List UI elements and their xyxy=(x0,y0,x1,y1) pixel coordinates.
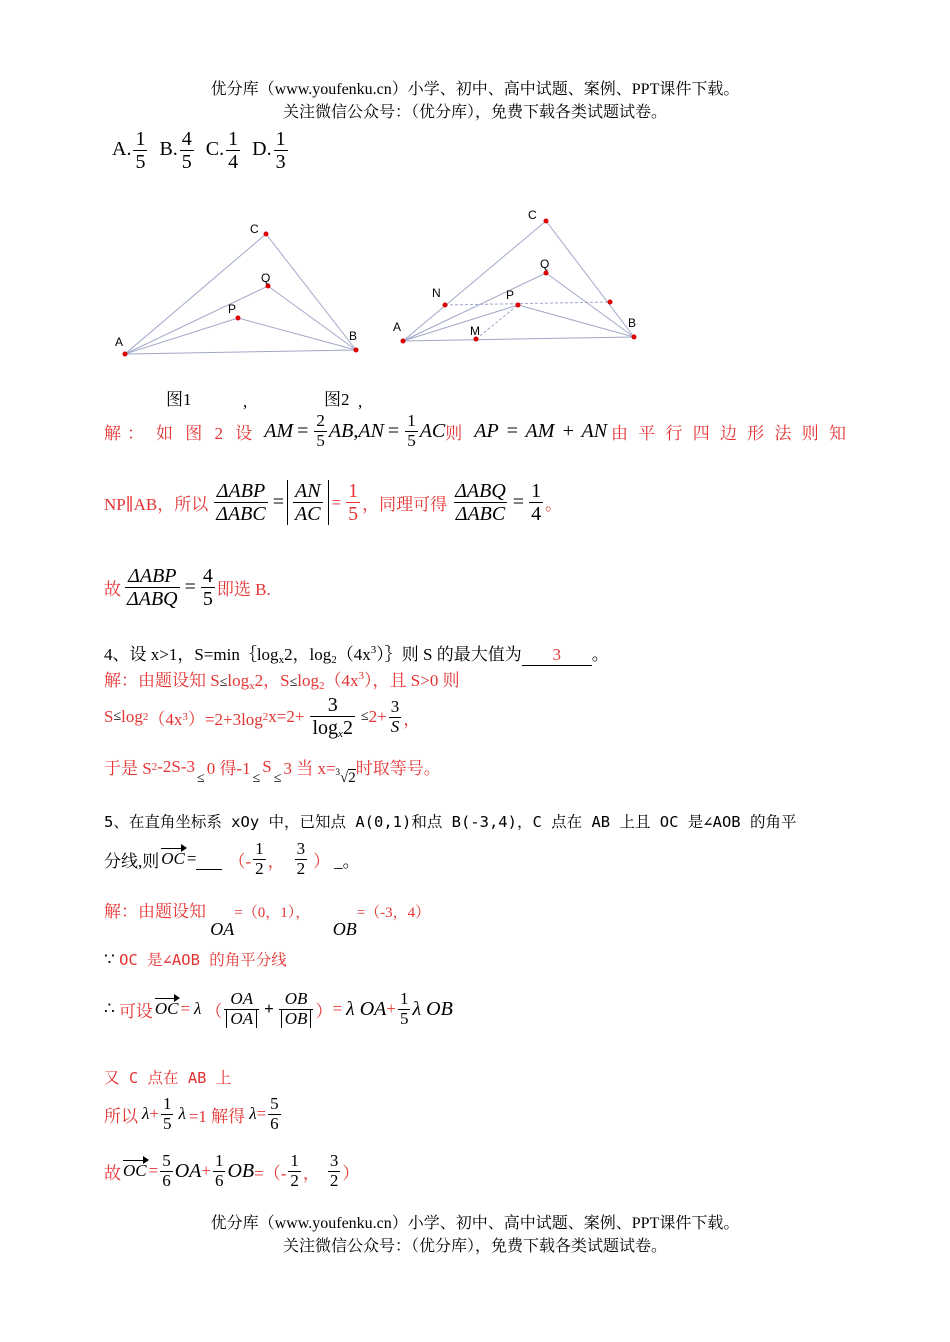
q5-s5-one: 1 xyxy=(162,1094,172,1113)
q5-s6-n2: 1 xyxy=(214,1151,224,1170)
q5-s6-d1: 6 xyxy=(162,1170,171,1190)
figure-1 xyxy=(110,220,370,365)
q4-s2-log: log xyxy=(312,717,339,739)
fig1-line-ac xyxy=(125,234,266,354)
fig2-line-pb xyxy=(518,305,637,337)
q3-eq4: = xyxy=(512,491,525,513)
q3-solution-line2 xyxy=(104,480,562,525)
q3-frac-5b: 5 xyxy=(407,430,416,450)
q5-s5-a: 所以 xyxy=(104,1106,138,1126)
q3-abq2: ΔABQ xyxy=(127,588,178,610)
fig1-line-ap xyxy=(125,318,238,354)
q4-answer: 3 xyxy=(522,645,592,666)
q5-s5-five: 5 xyxy=(162,1113,172,1133)
q4-s3-f: 时取等号。 xyxy=(355,759,441,778)
q4-stem-a: 4、设 x>1，S=min｛log xyxy=(104,645,279,664)
q5-ans-n1: 1 xyxy=(255,839,264,858)
q4-stem-d: ）｝则 S 的最大值为 xyxy=(376,645,522,664)
page-header xyxy=(0,76,950,122)
q3-abp2: ΔABP xyxy=(128,565,177,587)
q5-s3-oa-den: OA xyxy=(226,1009,257,1028)
q5-s6-eq: = xyxy=(148,1161,159,1181)
q3-eq3: = xyxy=(272,491,284,513)
q4-s1-2: 2 xyxy=(319,680,325,692)
q4-s1-c: 2，S xyxy=(254,671,290,690)
q4-s1-a: 解：由题设知 S xyxy=(104,671,220,690)
q5-s5-lam3: λ xyxy=(249,1104,257,1124)
q3-an2: AN xyxy=(295,480,321,502)
q5-s3-five: 5 xyxy=(399,1008,409,1028)
fig2-line-qb xyxy=(546,273,637,337)
q4-stem-end: 。 xyxy=(591,645,609,664)
q5-s3-one: 1 xyxy=(399,989,409,1008)
option-d-label: D. xyxy=(252,138,272,161)
q5-s3-close: ） xyxy=(315,1001,333,1021)
fig2-line-np xyxy=(445,302,610,305)
q5-solution-line4: 又 C 点在 AB 上 xyxy=(104,1069,232,1087)
fig1-line-pb xyxy=(238,318,356,350)
q3-gu: 故 xyxy=(104,580,121,599)
fig1-line-cb xyxy=(266,234,356,350)
q5-s3-oc: OC xyxy=(154,999,179,1019)
q5-s6-fd1: 2 xyxy=(290,1170,299,1190)
header-line2: 关注微信公众号：（优分库），免费下载各类试题试卷。 xyxy=(282,104,667,121)
q5-s3-b: = xyxy=(180,999,191,1019)
q5-ans-open: （- xyxy=(228,851,252,871)
fig2-label-c: C xyxy=(528,208,537,222)
q5-oa: OA xyxy=(210,919,235,939)
q4-s1-b: log xyxy=(227,671,250,690)
q4-s1-x: x xyxy=(249,680,255,692)
q5-s3-plus2: + xyxy=(386,999,396,1019)
q3-am: AM xyxy=(264,419,294,442)
option-b-label: B. xyxy=(159,138,178,161)
q3-same: ，同理可得 xyxy=(362,495,448,514)
q5-therefore: ∴ xyxy=(104,999,115,1019)
q3-ac: AC xyxy=(419,419,446,442)
fig1-label-a: A xyxy=(115,335,124,349)
q5-s6-d2: 6 xyxy=(214,1170,224,1190)
q5-s3-open: （ xyxy=(205,1001,223,1021)
q4-s2-2: 2 xyxy=(142,711,149,724)
q4-s3-sup: 2 xyxy=(151,760,158,773)
q4-le7: ≤ xyxy=(273,770,282,786)
q3-five2: 5 xyxy=(202,588,213,610)
q3-eq5: = xyxy=(184,576,196,598)
q4-stem-x: x xyxy=(278,654,285,666)
fig2-line-ab xyxy=(403,337,634,341)
q3-ac2: AC xyxy=(295,503,321,525)
q4-s2-e: x=2+ xyxy=(268,707,305,727)
q3-ze: 则 xyxy=(445,423,463,443)
figure-2 xyxy=(390,205,650,355)
q5-s3-lamoa: λ OA xyxy=(346,997,387,1020)
fig2-point-a xyxy=(401,339,406,344)
q4-le5: ≤ xyxy=(197,770,205,786)
q4-s1-d: log xyxy=(297,671,320,690)
fig2-label-b: B xyxy=(628,316,637,330)
q4-s1-3: 3 xyxy=(358,670,365,682)
q5-stem2a: 分线,则 xyxy=(104,851,160,871)
q3-frac-2: 2 xyxy=(316,411,325,430)
fig1-line-ab xyxy=(125,350,356,354)
q5-s5-plus: + xyxy=(149,1104,159,1124)
q4-le2: ≤ xyxy=(289,675,298,690)
q4-root-value: 2 xyxy=(348,769,356,786)
q4-solution-line1 xyxy=(104,666,460,692)
fig2-caption: 图2 xyxy=(324,390,350,409)
q3-solution-line1 xyxy=(104,412,849,450)
q5-s3-oa-num: OA xyxy=(230,989,254,1008)
q5-s6-comma: ， xyxy=(302,1163,320,1183)
fig2-mark: , xyxy=(358,392,363,411)
q5-s6-ob: OB xyxy=(227,1159,255,1182)
q5-solution-line5 xyxy=(104,1095,283,1133)
q3-tail: 由 平 行 四 边 形 法 则 知 xyxy=(611,423,849,443)
q3-four: 4 xyxy=(202,565,213,587)
q4-s2-b: log xyxy=(121,707,143,727)
q4-s2-f: 2+ xyxy=(368,707,387,727)
q3-ap-expr: AP = AM + AN xyxy=(474,419,608,442)
q3-abc: ΔABC xyxy=(216,503,266,525)
q4-s3-d: S xyxy=(262,756,272,776)
q3-an: AN xyxy=(358,419,384,442)
fig2-point-n xyxy=(443,303,448,308)
page-footer xyxy=(0,1210,950,1256)
q5-solution-line3 xyxy=(104,990,453,1028)
option-c-den: 4 xyxy=(228,151,239,173)
q4-s2-c: （4x xyxy=(148,709,183,729)
q5-solution-line6 xyxy=(104,1152,359,1190)
q4-s2-2b: 2 xyxy=(262,711,269,724)
q5-lambda: λ xyxy=(194,999,202,1019)
q3-r-one2: 1 xyxy=(531,480,542,502)
q5-s6-plus: + xyxy=(201,1161,211,1181)
q5-ob-val: =（-3，4） xyxy=(356,905,431,921)
q3-comma: , xyxy=(353,419,359,442)
q5-s6-eq2: =（- xyxy=(254,1163,287,1183)
option-d-num: 1 xyxy=(275,128,286,150)
q3-frac-1: 1 xyxy=(407,411,416,430)
q5-s6-n1: 5 xyxy=(162,1151,171,1170)
fig2-point-r xyxy=(608,300,613,305)
q3-r-five: 5 xyxy=(348,503,359,525)
q4-le4: ≤ xyxy=(360,709,369,725)
q5-stem2b: = xyxy=(186,849,197,869)
q3-eq2: = xyxy=(387,419,400,442)
q4-stem-3: 3 xyxy=(370,644,377,656)
q4-s2-num2: 3 xyxy=(390,696,400,716)
q5-ans-d2: 2 xyxy=(296,858,306,878)
q4-s1-f: ），且 S>0 则 xyxy=(364,671,460,690)
fig2-line-mp xyxy=(476,305,518,339)
q5-s3-ob-num: OB xyxy=(284,989,308,1008)
q5-ans-d1: 2 xyxy=(255,858,264,878)
q5-s6-a: 故 xyxy=(104,1163,121,1183)
footer-line1: 优分库（www.youfenku.cn）小学、初中、高中试题、案例、PPT课件下载。 xyxy=(210,1215,740,1232)
q5-oa-val: =（0，1）， xyxy=(234,905,311,921)
q5-s3-a: 可设 xyxy=(118,1001,153,1021)
q5-s6-oc: OC xyxy=(123,1161,147,1181)
fig1-label-q: Q xyxy=(261,271,271,285)
q5-because: ∵ xyxy=(104,950,115,969)
q5-s6-oa: OA xyxy=(174,1159,202,1182)
q3-solution-line3 xyxy=(104,565,271,610)
q3-sol-lead: 如 图 2 设 xyxy=(156,423,257,443)
option-d-den: 3 xyxy=(275,151,286,173)
q5-ans-comma: ， xyxy=(267,851,285,871)
q3-eq15: = xyxy=(331,492,342,512)
q4-s2-log2: 2 xyxy=(342,717,353,739)
q4-le1: ≤ xyxy=(219,675,228,690)
fig1-label-c: C xyxy=(250,222,259,236)
q4-solution-line2 xyxy=(104,694,420,740)
q4-le6: ≤ xyxy=(252,770,261,786)
q4-s2-3: 3 xyxy=(182,711,188,724)
q4-stem-b: 2，log xyxy=(284,645,332,664)
q4-s2-logx: x xyxy=(338,728,343,740)
q3-abp: ΔABP xyxy=(216,480,266,502)
option-c-num: 1 xyxy=(228,128,239,150)
q5-s3-plus: + xyxy=(264,999,274,1019)
fig2-line-ac xyxy=(403,221,546,341)
q5-solution-line2 xyxy=(104,948,287,970)
q4-s3-e: 3 当 x= xyxy=(283,759,336,778)
header-line1: 优分库（www.youfenku.cn）小学、初中、高中试题、案例、PPT课件下载。 xyxy=(210,81,740,98)
q5-stem-line1: 5、在直角坐标系 xOy 中，已知点 A(0,1)和点 B(-3,4)，C 点在 AB 上且 OC 是∠AOB 的角平 xyxy=(104,813,797,831)
q4-s3-c: 0 得-1 xyxy=(206,759,251,778)
option-a-den: 5 xyxy=(135,151,146,173)
fig2-point-q xyxy=(544,271,549,276)
fig1-point-a xyxy=(123,352,128,357)
q4-stem xyxy=(104,640,609,666)
fig2-line-ap xyxy=(403,305,518,341)
fig1-line-qb xyxy=(268,286,356,350)
q4-solution-line3: 于是 S 2 -2S-3 ≤ 0 得-1 ≤ S ≤ 3 当 x= $^3$√2 时取等号。 xyxy=(104,754,441,779)
q3-abc2: ΔABC xyxy=(455,503,506,525)
fig1-point-b xyxy=(354,348,359,353)
q3-r-one: 1 xyxy=(348,480,359,502)
q5-s5-b: =1 解得 xyxy=(188,1106,246,1126)
fig2-label-p: P xyxy=(506,288,515,302)
option-b-num: 4 xyxy=(181,128,192,150)
q4-s2-s: S xyxy=(390,716,400,736)
fig1-mark: , xyxy=(243,392,248,411)
q5-s5-lam: λ xyxy=(142,1104,150,1124)
fig2-point-p xyxy=(516,303,521,308)
q5-s5-lam2: λ xyxy=(178,1104,186,1124)
q3-choose: 即选 B. xyxy=(216,580,271,599)
q5-s5-n: 5 xyxy=(270,1094,279,1113)
q5-s6-fn2: 3 xyxy=(329,1151,339,1170)
q4-s2-d: ）=2+3log xyxy=(187,709,263,729)
option-c-label: C. xyxy=(205,138,225,161)
option-a-num: 1 xyxy=(135,128,146,150)
q3-sol-label: 解： xyxy=(104,423,150,443)
fig1-point-c xyxy=(264,232,269,237)
option-a-label: A. xyxy=(112,138,132,161)
fig2-label-q: Q xyxy=(540,257,550,271)
q4-root-index: 3 xyxy=(335,766,341,777)
q3-period: 。 xyxy=(545,495,563,514)
q5-ob: OB xyxy=(332,919,357,939)
q5-oc-vector: OC xyxy=(161,849,185,869)
q5-stem2c: _。 xyxy=(334,851,360,871)
fig1-point-p xyxy=(236,316,241,321)
q5-s2: OC 是∠AOB 的角平分线 xyxy=(119,951,287,969)
q4-s3-b: -2S-3 xyxy=(157,756,195,776)
option-b-den: 5 xyxy=(181,151,192,173)
q3-frac-5: 5 xyxy=(316,430,325,450)
q5-s6-close: ） xyxy=(342,1163,360,1183)
q5-s3-lamob: λ OB xyxy=(412,997,453,1020)
fig2-label-m: M xyxy=(470,324,480,338)
fig2-label-a: A xyxy=(393,320,402,334)
q4-s2-num: 3 xyxy=(327,694,338,716)
q5-ans-close: ） xyxy=(313,851,331,871)
q5-s5-eq: = xyxy=(256,1104,267,1124)
fig1-caption: 图1 xyxy=(166,390,192,409)
answer-options xyxy=(112,128,290,173)
q4-s1-e: （4x xyxy=(324,671,359,690)
footer-line2: 关注微信公众号：（优分库），免费下载各类试题试卷。 xyxy=(282,1238,667,1255)
q4-s2-a: S xyxy=(104,707,114,727)
q5-s3-c: = xyxy=(332,999,343,1019)
q3-ab: AB xyxy=(328,419,354,442)
q3-eq1: = xyxy=(297,419,309,442)
q3-r-four: 4 xyxy=(531,503,542,525)
q3-np-text: NP∥AB，所以 xyxy=(104,495,209,514)
q5-stem-line2 xyxy=(104,840,360,878)
q5-s6-fn1: 1 xyxy=(290,1151,299,1170)
fig2-point-c xyxy=(544,219,549,224)
q4-stem-2: 2 xyxy=(331,654,337,666)
q5-s6-fd2: 2 xyxy=(329,1170,339,1190)
q5-solution-line1 xyxy=(104,897,431,939)
fig2-line-cb xyxy=(546,221,637,337)
q4-s3-a: 于是 S xyxy=(104,759,152,778)
fig1-label-p: P xyxy=(228,302,237,316)
q3-abq: ΔABQ xyxy=(455,480,506,502)
fig2-label-n: N xyxy=(432,286,441,300)
q5-ans-n2: 3 xyxy=(296,839,306,858)
fig1-label-b: B xyxy=(349,329,358,343)
q5-s1: 解：由题设知 xyxy=(104,902,206,921)
q5-s5-d: 6 xyxy=(270,1113,279,1133)
q5-s3-ob-den: OB xyxy=(281,1009,312,1028)
fig2-point-b xyxy=(632,335,637,340)
q4-s2-g: ， xyxy=(403,709,421,729)
q4-le3: ≤ xyxy=(113,709,122,725)
q4-stem-c: （4x xyxy=(336,645,371,664)
